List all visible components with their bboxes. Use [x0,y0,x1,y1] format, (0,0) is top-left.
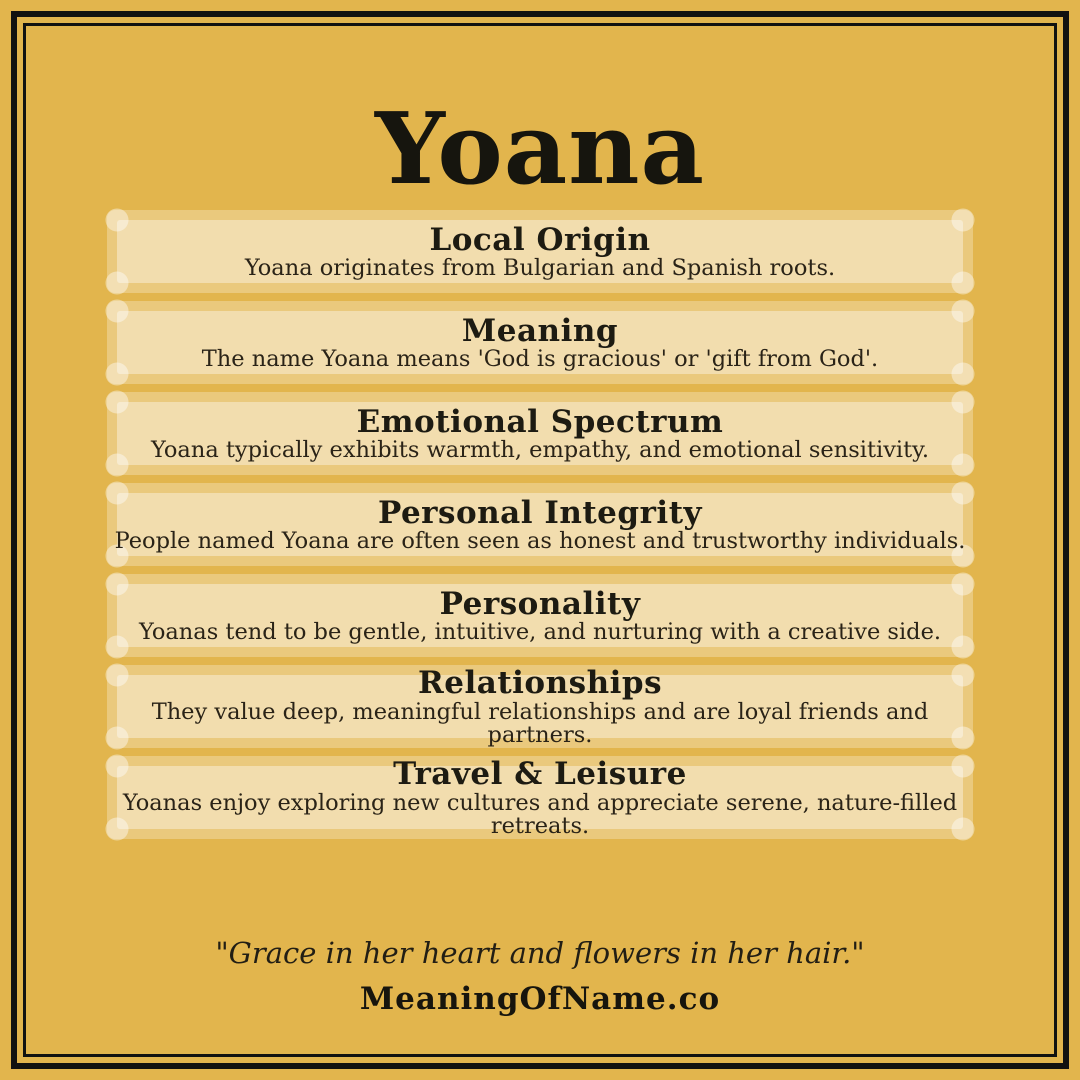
card-body-text: The name Yoana means 'God is gracious' or 'gift from God'. [201,346,879,373]
card-content [107,301,973,384]
card-body-text: They value deep, meaningful relationships and are loyal friends and partners. [151,698,929,749]
card-content [107,210,973,293]
card-local-origin [107,210,973,293]
card-heading: Local Origin [429,221,651,258]
card-relationships [107,665,973,748]
card-travel-leisure [107,756,973,839]
card-heading: Travel & Leisure [393,756,687,793]
card-personality [107,574,973,657]
card-content [107,756,973,839]
card-content [107,574,973,657]
card-emotional-spectrum [107,392,973,475]
card-heading: Personality [439,585,641,622]
card-heading: Relationships [417,665,663,702]
card-heading: Emotional Spectrum [356,403,724,440]
card-body-text: People named Yoana are often seen as honest and trustworthy individuals. [114,528,966,555]
card-content [107,483,973,566]
site-name: MeaningOfName.co [359,981,721,1017]
card-body-text: Yoanas tend to be gentle, intuitive, and nurturing with a creative side. [138,619,942,646]
card-body-text: Yoana originates from Bulgarian and Spanish roots. [244,255,836,282]
tagline-quote: "Grace in her heart and flowers in her hair." [215,936,865,970]
card-meaning [107,301,973,384]
page-title: Yoana [374,91,706,207]
card-heading: Meaning [461,312,619,349]
card-body-text: Yoanas enjoy exploring new cultures and appreciate serene, nature-filled retreats. [122,789,958,840]
card-personal-integrity [107,483,973,566]
card-body-text: Yoana typically exhibits warmth, empathy, and emotional sensitivity. [150,437,930,464]
card-content [107,665,973,748]
card-content [107,392,973,475]
card-heading: Personal Integrity [377,494,703,531]
card-list [107,210,973,847]
